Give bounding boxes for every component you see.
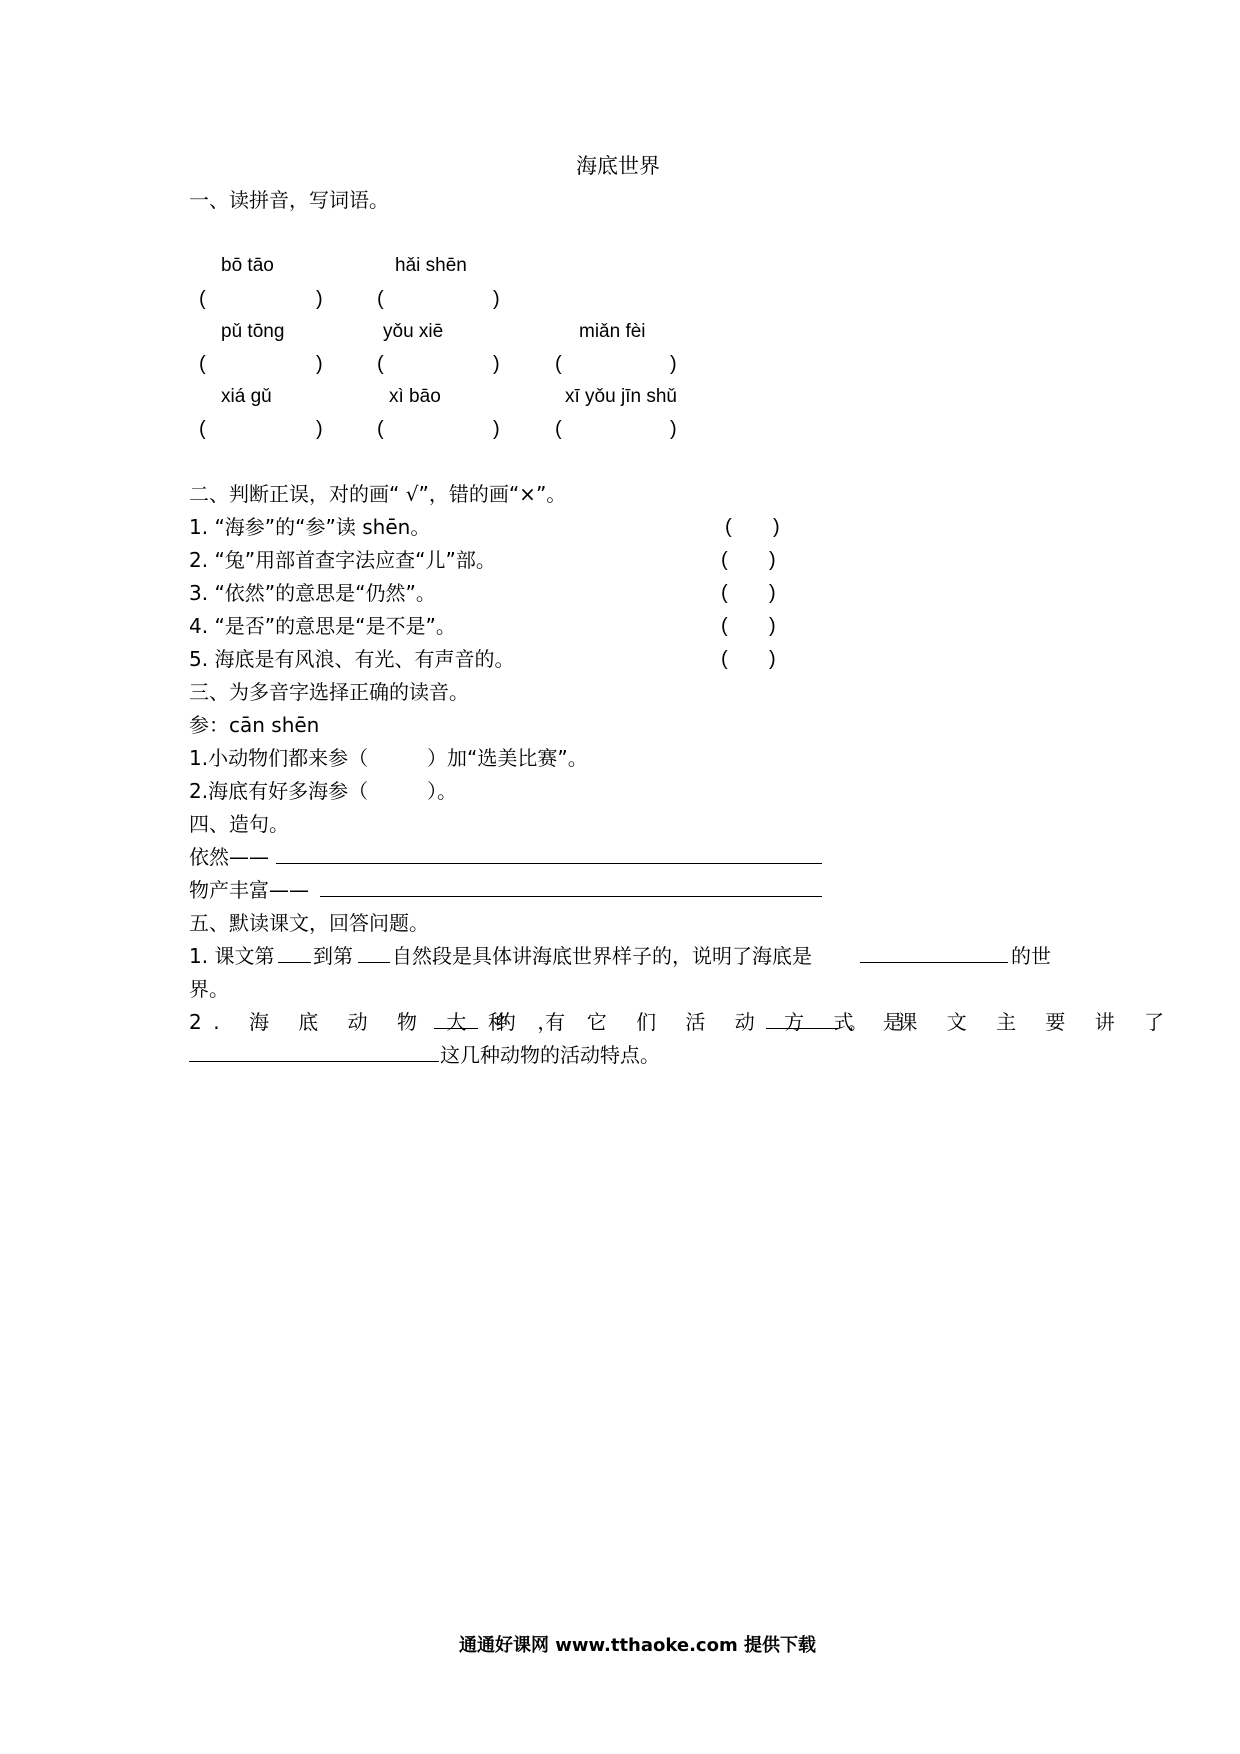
pinyin-bo-tao: bō tāo: [221, 255, 274, 276]
answer-box-open: (: [555, 418, 562, 440]
answer-box-open: (: [199, 418, 206, 440]
true-false-item-3: 3. “依然”的意思是“仍然”。: [189, 581, 436, 605]
answer-box-open: (: [377, 418, 384, 440]
answer-box-close: ): [493, 288, 500, 310]
pinyin-you-xie: yǒu xiē: [383, 321, 444, 342]
reading-q2-part1: 2. 海 底 动 物 大 约 有: [189, 1010, 577, 1034]
sentence-prompt-2: 物产丰富——: [189, 878, 309, 902]
true-false-item-2: 2. “兔”用部首查字法应查“儿”部。: [189, 548, 496, 572]
answer-box-close: ): [670, 418, 677, 440]
reading-q2-line2: 这几种动物的活动特点。: [440, 1043, 660, 1067]
true-false-item-4: 4. “是否”的意思是“是不是”。: [189, 614, 456, 638]
section-4-heading: 四、造句。: [189, 812, 289, 836]
polyphone-question-1-end: ）加“选美比赛”。: [427, 746, 588, 770]
answer-box-close: ): [316, 418, 323, 440]
judge-box-open: (: [721, 615, 728, 637]
judge-box-close: ): [769, 648, 776, 670]
pinyin-xi-you-jin-shu: xī yǒu jīn shǔ: [565, 386, 677, 407]
fill-blank-line: [278, 962, 311, 963]
answer-box-close: ): [316, 353, 323, 375]
answer-box-open: (: [377, 353, 384, 375]
polyphone-question-2-end: ）。: [427, 779, 457, 803]
fill-blank-line: [766, 1028, 838, 1029]
sentence-prompt-1: 依然——: [189, 845, 269, 869]
pinyin-xia-gu: xiá gǔ: [221, 386, 272, 407]
answer-box-open: (: [377, 288, 384, 310]
true-false-item-1: 1. “海参”的“参”读 shēn。: [189, 515, 431, 539]
fill-blank-line: [358, 962, 390, 963]
answer-box-close: ): [493, 353, 500, 375]
polyphone-question-2-start: 2.海底有好多海参（: [189, 779, 369, 803]
judge-box-open: (: [725, 516, 732, 538]
reading-q1-part3: 自然段是具体讲海底世界样子的，说明了海底是: [392, 944, 812, 968]
sentence-answer-line-1: [276, 863, 822, 864]
answer-box-open: (: [199, 353, 206, 375]
footer-credit: 通通好课网 www.tthaoke.com 提供下载: [459, 1635, 816, 1656]
reading-q1-part2: 到第: [313, 944, 353, 968]
section-5-heading: 五、默读课文，回答问题。: [189, 911, 429, 935]
judge-box-close: ): [769, 615, 776, 637]
fill-blank-line: [860, 962, 1008, 963]
polyphone-options: 参：cān shēn: [189, 713, 320, 737]
reading-q1-part4: 的世: [1011, 944, 1051, 968]
sentence-answer-line-2: [320, 896, 822, 897]
pinyin-mian-fei: miǎn fèi: [579, 321, 646, 342]
judge-box-close: ): [773, 516, 780, 538]
reading-q1-part1: 1. 课文第: [189, 944, 275, 968]
fill-blank-line: [189, 1061, 439, 1062]
pinyin-xi-bao: xì bāo: [389, 386, 441, 407]
answer-box-close: ): [493, 418, 500, 440]
reading-q2-part2: 种 ， 它 们 活 动 方 式 是: [488, 1010, 915, 1034]
true-false-item-5: 5. 海底是有风浪、有光、有声音的。: [189, 647, 515, 671]
judge-box-close: ): [769, 549, 776, 571]
answer-box-close: ): [316, 288, 323, 310]
judge-box-close: ): [769, 582, 776, 604]
judge-box-open: (: [721, 549, 728, 571]
answer-box-open: (: [199, 288, 206, 310]
answer-box-close: ): [670, 353, 677, 375]
page-title: 海底世界: [576, 154, 660, 178]
section-2-heading: 二、判断正误，对的画“ √”，错的画“×”。: [189, 482, 567, 506]
judge-box-open: (: [721, 582, 728, 604]
section-3-heading: 三、为多音字选择正确的读音。: [189, 680, 469, 704]
polyphone-question-1-start: 1.小动物们都来参（: [189, 746, 369, 770]
reading-q1-line2: 界。: [189, 977, 229, 1001]
judge-box-open: (: [721, 648, 728, 670]
pinyin-pu-tong: pǔ tōng: [221, 321, 285, 342]
pinyin-hai-shen: hǎi shēn: [395, 255, 467, 276]
section-1-heading: 一、读拼音，写词语。: [189, 188, 389, 212]
fill-blank-line: [434, 1028, 478, 1029]
reading-q2-part3: 。 课 文 主 要 讲 了: [848, 1010, 1176, 1034]
answer-box-open: (: [555, 353, 562, 375]
